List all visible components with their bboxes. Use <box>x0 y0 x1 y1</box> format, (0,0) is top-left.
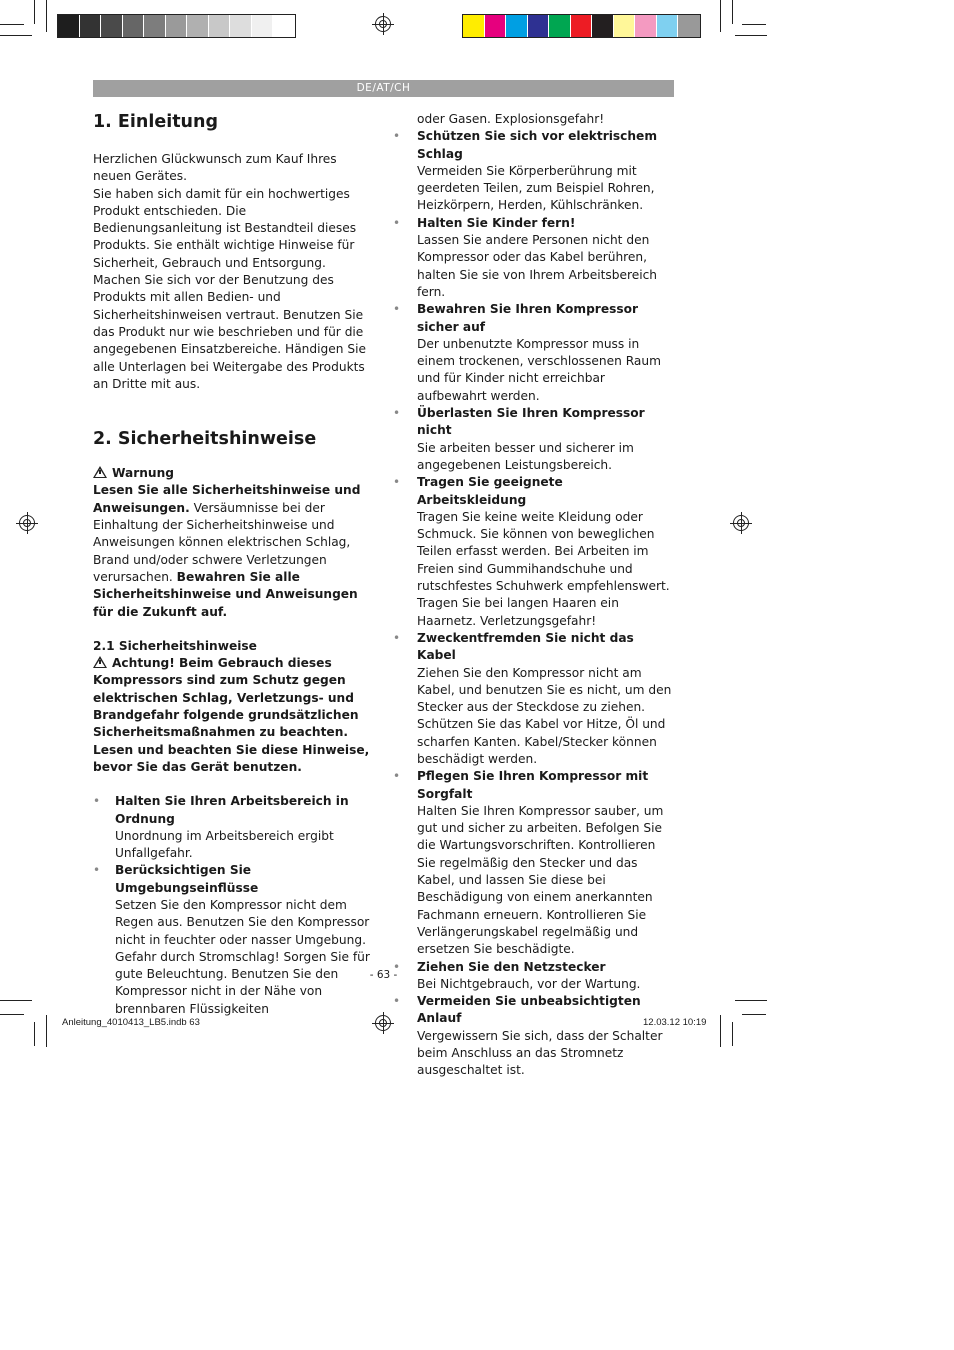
color-swatch <box>166 15 188 37</box>
section-title-einleitung: 1. Einleitung <box>93 112 219 132</box>
crop-mark <box>34 1022 35 1046</box>
safety-item <box>93 793 375 862</box>
safety-item-text: Sie arbeiten besser und sicherer im angegebenen Leistungsbereich. <box>417 440 634 472</box>
color-swatch <box>252 15 274 37</box>
safety-item-title: • Bewahren Sie Ihren Kompressor sicher auf <box>417 302 638 334</box>
safety-item-text: Lassen Sie andere Personen nicht den Kompressor oder das Kabel berühren, halten Sie sie von Ihrem Arbeitsbereich fern. <box>417 233 658 299</box>
region-header: DE/AT/CH <box>93 80 674 97</box>
crop-mark <box>742 24 766 25</box>
attention-paragraph <box>93 655 375 776</box>
color-swatch <box>506 15 528 37</box>
color-swatch <box>592 15 614 37</box>
safety-item-text: Setzen Sie den Kompressor nicht dem Regen aus. Benutzen Sie den Kompressor nicht in feuchter oder nasser Umgebung. Gefahr durch Stromschlag! Sorgen Sie für gute Beleuchtung. Benutzen Sie den Kompressor nicht in der Nähe von brennbaren Flüssigkeiten <box>115 897 370 1016</box>
color-swatch <box>80 15 102 37</box>
warning-label: Warnung <box>112 466 174 481</box>
crop-mark <box>735 35 767 36</box>
safety-item-text: Ziehen Sie den Kompressor nicht am Kabel, und benutzen Sie es nicht, um den Stecker aus der Steckdose zu ziehen. Schützen Sie das Kabel vor Hitze, Öl und scharfen Kanten. Kabel/Stecker können beschädigt werden. <box>417 665 672 766</box>
safety-item-title: • Schützen Sie sich vor elektrischem Schlag <box>417 129 658 161</box>
page-number: - 63 - <box>369 969 398 981</box>
color-swatch <box>230 15 252 37</box>
color-swatch <box>549 15 571 37</box>
color-swatch <box>635 15 657 37</box>
safety-item-title: • Vermeiden Sie unbeabsichtigten Anlauf <box>417 994 641 1026</box>
color-swatch <box>187 15 209 37</box>
footer-timestamp: 12.03.12 10:19 <box>643 1017 707 1028</box>
section-title-sicherheitshinweise: 2. Sicherheitshinweise <box>93 429 317 450</box>
color-swatch <box>528 15 550 37</box>
color-swatch <box>678 15 700 37</box>
color-swatch <box>463 15 485 37</box>
attention-text: Achtung! Beim Gebrauch dieses Kompressors sind zum Schutz gegen elektrischen Schlag, Verletzungs- und Brandgefahr folgende grundsätzlichen Sicherheitsmaßnahmen zu beachten. Lesen und beachten Sie diese Hinweise, bevor Sie das Gerät benutzen. <box>93 656 370 774</box>
color-swatch <box>144 15 166 37</box>
color-swatch <box>485 15 507 37</box>
safety-item-title: • Ziehen Sie den Netzstecker <box>417 959 606 974</box>
color-swatch <box>571 15 593 37</box>
crop-mark <box>720 1015 721 1047</box>
warning-icon <box>93 466 107 478</box>
safety-item-title: • Berücksichtigen Sie Umgebungseinflüsse <box>115 863 259 895</box>
safety-item <box>93 862 375 1018</box>
safety-item <box>393 301 675 405</box>
gray-swatch-bar <box>57 14 296 38</box>
color-swatch <box>58 15 80 37</box>
warning-paragraph <box>93 482 375 620</box>
crop-mark <box>46 0 47 32</box>
registration-mark-icon <box>375 16 391 32</box>
safety-item-text: Der unbenutzte Kompressor muss in einem trockenen, verschlossenen Raum und für Kinder nicht erreichbar aufbewahrt werden. <box>417 336 661 403</box>
safety-item-title: • Pflegen Sie Ihren Kompressor mit Sorgfalt <box>417 769 649 801</box>
safety-item-title: • Halten Sie Ihren Arbeitsbereich in Ordnung <box>115 794 349 826</box>
crop-mark <box>0 1014 24 1015</box>
warning-bold: Bewahren Sie alle Sicherheitshinweise und Anweisungen für die Zukunft auf. <box>93 569 358 619</box>
safety-item <box>393 215 675 301</box>
crop-mark <box>735 1000 767 1001</box>
left-column <box>93 111 375 1018</box>
color-swatch <box>209 15 231 37</box>
warning-icon <box>93 656 107 668</box>
safety-item <box>393 405 675 474</box>
safety-item <box>393 128 675 214</box>
crop-mark <box>0 24 24 25</box>
safety-item <box>393 993 675 1079</box>
safety-item <box>393 630 675 768</box>
safety-item-text: Bei Nichtgebrauch, vor der Wartung. <box>417 976 641 991</box>
footer-file: Anleitung_4010413_LB5.indb 63 <box>62 1017 200 1028</box>
crop-mark <box>732 0 733 24</box>
color-swatch-bar <box>462 14 701 38</box>
crop-mark <box>46 1015 47 1047</box>
color-swatch <box>101 15 123 37</box>
crop-mark <box>732 1022 733 1046</box>
color-swatch <box>123 15 145 37</box>
safety-item-text: Unordnung im Arbeitsbereich ergibt Unfallgefahr. <box>115 828 334 861</box>
safety-item <box>393 474 675 630</box>
safety-item-text: Vergewissern Sie sich, dass der Schalter beim Anschluss an das Stromnetz ausgeschaltet ist. <box>417 1028 663 1078</box>
color-swatch <box>657 15 679 37</box>
registration-mark-icon <box>375 1015 391 1031</box>
warning-heading <box>93 465 375 482</box>
crop-mark <box>0 35 32 36</box>
crop-mark <box>0 1000 32 1001</box>
safety-list-left <box>93 793 375 1018</box>
intro-paragraph: Sie haben sich damit für ein hochwertiges Produkt entschieden. Die Bedienungsanleitung ist Bestandteil dieses Produkts. Sie enthält wichtige Hinweise für Sicherheit, Gebrauch und Entsorgung. Machen Sie sich vor der Benutzung des Produkts mit allen Bedien- und Sicherheitshinweisen vertraut. Benutzen Sie das Produkt nur wie beschrieben und für die angegebenen Einsatzbereiche. Händigen Sie alle Unterlagen bei Weitergabe des Produkts an Dritte mit aus. <box>93 186 366 391</box>
warning-text: Versäumnisse bei der Einhaltung der Sicherheitshinweise und Anweisungen können elektrischen Schlag, Brand und/oder schwere Verletzungen verursachen. <box>93 500 351 584</box>
crop-mark <box>34 0 35 24</box>
continuation-text: oder Gasen. Explosionsgefahr! <box>417 112 605 126</box>
safety-item-text: Halten Sie Ihren Kompressor sauber, um gut und sicher zu arbeiten. Befolgen Sie die Wartungsvorschriften. Kontrollieren Sie regelmäßig den Stecker und das Kabel, und lassen Sie diese bei Beschädigung von einem anerkannten Fachmann erneuern. Kontrollieren Sie Verlängerungskabel regelmäßig und ersetzen Sie beschädigte. <box>417 803 664 957</box>
safety-item <box>393 768 675 958</box>
subsection-title: 2.1 Sicherheitshinweise <box>93 638 257 653</box>
color-swatch <box>614 15 636 37</box>
safety-item-title: • Überlasten Sie Ihren Kompressor nicht <box>417 406 645 438</box>
registration-mark-icon <box>19 515 35 531</box>
safety-item-title: • Halten Sie Kinder fern! <box>417 215 576 230</box>
crop-mark <box>720 0 721 32</box>
safety-item-title: • Zweckentfremden Sie nicht das Kabel <box>417 630 634 663</box>
safety-item-text: Vermeiden Sie Körperberührung mit geerdeten Teilen, zum Beispiel Rohren, Heizkörpern, Herden, Kühlschränken. <box>417 163 655 213</box>
registration-mark-icon <box>733 515 749 531</box>
safety-list-right <box>393 128 675 1079</box>
warning-bold: Lesen Sie alle Sicherheitshinweise und Anweisungen. <box>93 483 361 515</box>
intro-paragraph: Herzlichen Glückwunsch zum Kauf Ihres neuen Gerätes. <box>93 152 337 184</box>
right-column <box>393 111 675 1080</box>
safety-item-title: • Tragen Sie geeignete Arbeitskleidung <box>417 475 563 507</box>
crop-mark <box>742 1014 766 1015</box>
safety-item-text: Tragen Sie keine weite Kleidung oder Schmuck. Sie können von beweglichen Teilen erfasst werden. Bei Arbeiten im Freien sind Gummihandschuhe und rutschfestes Schuhwerk empfehlenswert. Tragen Sie bei langen Haaren ein Haarnetz. Verletzungsgefahr! <box>417 509 670 628</box>
color-swatch <box>273 15 295 37</box>
